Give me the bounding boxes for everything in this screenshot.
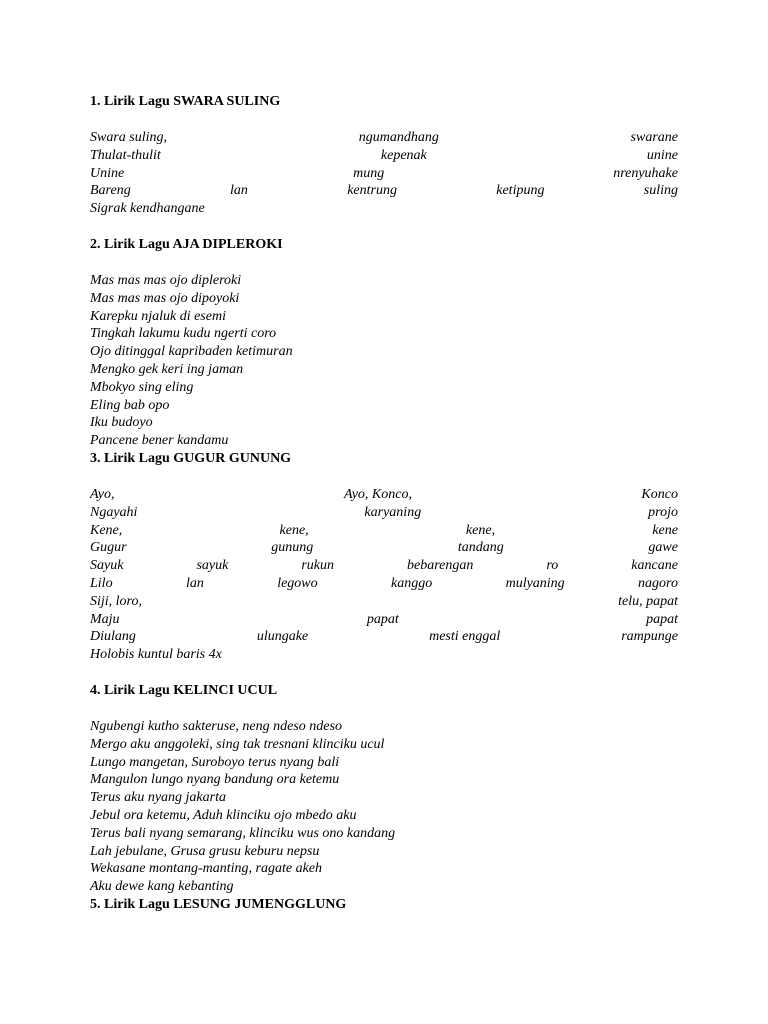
lyric-word: rukun xyxy=(301,558,334,574)
lyric-word: karyaning xyxy=(364,504,422,520)
lyric-line: Karepku njaluk di esemi xyxy=(90,308,226,324)
lyric-word: Gugur xyxy=(90,540,127,556)
lyric-word: tandang xyxy=(457,540,504,556)
lyric-word: gunung xyxy=(271,540,314,556)
lyric-word: Maju xyxy=(90,611,120,627)
lyric-line xyxy=(90,628,678,646)
lyric-word: papat xyxy=(646,611,678,627)
lyric-word: Sayuk xyxy=(90,558,124,574)
lyric-word: kentrung xyxy=(347,183,397,199)
lyric-word: kene xyxy=(652,522,678,538)
lyric-word: sayuk xyxy=(196,558,229,574)
lyric-word: gawe xyxy=(648,540,678,556)
lyric-line: Lungo mangetan, Suroboyo terus nyang bali xyxy=(90,754,340,770)
lyric-word: unine xyxy=(646,147,678,163)
lyric-line: Holobis kuntul baris 4x xyxy=(90,647,222,663)
lyric-line: Mas mas mas ojo dipoyoki xyxy=(90,290,240,306)
lyric-word: legowo xyxy=(277,575,318,591)
lyric-line: Tingkah lakumu kudu ngerti coro xyxy=(90,326,277,342)
lyric-word: Unine xyxy=(90,165,125,181)
lyric-word: ulungake xyxy=(256,629,309,645)
lyric-word: nagoro xyxy=(638,575,678,591)
song-2-heading: 2. Lirik Lagu AJA DIPLEROKI xyxy=(90,236,283,252)
lyric-word: telu, papat xyxy=(618,593,678,609)
lyric-word: rampunge xyxy=(621,629,678,645)
song-1-lyrics xyxy=(90,129,678,218)
lyric-word: ngumandhang xyxy=(358,130,439,145)
lyrics-document xyxy=(90,93,678,914)
lyric-line xyxy=(90,611,678,629)
lyric-line: Pancene bener kandamu xyxy=(90,433,229,449)
lyric-line: Ojo ditinggal kapribaden ketimuran xyxy=(90,344,293,360)
lyric-line xyxy=(90,539,678,557)
lyric-word: Kene, xyxy=(90,522,123,538)
lyric-word: lan xyxy=(230,183,248,199)
lyric-line: Eling bab opo xyxy=(90,397,170,413)
lyric-word: kanggo xyxy=(391,575,433,591)
lyric-line xyxy=(90,522,678,540)
song-3-heading: 3. Lirik Lagu GUGUR GUNUNG xyxy=(90,450,292,466)
lyric-word: kene, xyxy=(465,522,496,538)
lyric-line: Mas mas mas ojo dipleroki xyxy=(90,272,242,288)
lyric-line: Mengko gek keri ing jaman xyxy=(90,361,244,377)
lyric-word: ro xyxy=(546,558,559,574)
lyric-line xyxy=(90,575,678,593)
lyric-line xyxy=(90,129,678,147)
lyric-line: Lah jebulane, Grusa grusu keburu nepsu xyxy=(90,843,320,859)
lyric-word: Ayo, Konco, xyxy=(343,486,412,502)
lyric-word: Bareng xyxy=(90,183,131,199)
lyric-line xyxy=(90,486,678,504)
lyric-line xyxy=(90,504,678,522)
lyric-word: suling xyxy=(643,183,678,199)
song-4-lyrics xyxy=(90,718,678,896)
lyric-word: Swara suling, xyxy=(90,130,168,145)
lyric-word: Siji, loro, xyxy=(90,593,142,609)
lyric-word: mesti enggal xyxy=(429,629,501,645)
lyric-line: Mbokyo sing eling xyxy=(90,379,194,395)
lyric-word: Ngayahi xyxy=(90,504,138,520)
lyric-line: Mangulon lungo nyang bandung ora ketemu xyxy=(90,772,340,788)
lyric-line: Jebul ora ketemu, Aduh klinciku ojo mbedo aku xyxy=(90,807,357,823)
lyric-line xyxy=(90,182,678,200)
lyric-line xyxy=(90,147,678,165)
lyric-word: kancane xyxy=(631,558,678,574)
lyric-word: Ayo, xyxy=(90,486,115,502)
lyric-word: papat xyxy=(366,611,399,627)
lyric-word: kepenak xyxy=(380,147,427,163)
lyric-line xyxy=(90,557,678,575)
lyric-word: Konco xyxy=(641,486,678,502)
lyric-line: Ngubengi kutho sakteruse, neng ndeso ndeso xyxy=(90,718,342,734)
lyric-word: ketipung xyxy=(496,183,545,199)
lyric-line: Iku budoyo xyxy=(90,415,153,431)
lyric-line xyxy=(90,593,678,611)
lyric-word: Diulang xyxy=(90,629,136,645)
lyric-word: mung xyxy=(353,165,385,181)
song-2-lyrics xyxy=(90,272,678,450)
lyric-word: mulyaning xyxy=(505,575,565,591)
lyric-line: Wekasane montang-manting, ragate akeh xyxy=(90,861,322,877)
song-5-heading: 5. Lirik Lagu LESUNG JUMENGGLUNG xyxy=(90,896,347,912)
song-1-heading: 1. Lirik Lagu SWARA SULING xyxy=(90,94,281,109)
lyric-line xyxy=(90,165,678,183)
lyric-line: Terus aku nyang jakarta xyxy=(90,790,226,806)
lyric-word: projo xyxy=(648,504,678,520)
lyric-word: bebarengan xyxy=(407,558,474,574)
lyric-word: nrenyuhake xyxy=(613,165,678,181)
lyric-word: Lilo xyxy=(90,575,113,591)
song-3-lyrics xyxy=(90,486,678,664)
lyric-line: Sigrak kendhangane xyxy=(90,201,205,217)
lyric-line: Aku dewe kang kebanting xyxy=(90,879,234,895)
lyric-word: kene, xyxy=(279,522,309,538)
song-4-heading: 4. Lirik Lagu KELINCI UCUL xyxy=(90,682,278,698)
lyric-word: lan xyxy=(185,575,204,591)
lyric-line: Terus bali nyang semarang, klinciku wus ono kandang xyxy=(90,825,396,841)
lyric-line: Mergo aku anggoleki, sing tak tresnani klinciku ucul xyxy=(90,736,385,752)
lyric-word: Thulat-thulit xyxy=(90,147,161,163)
lyric-word: swarane xyxy=(630,130,678,145)
